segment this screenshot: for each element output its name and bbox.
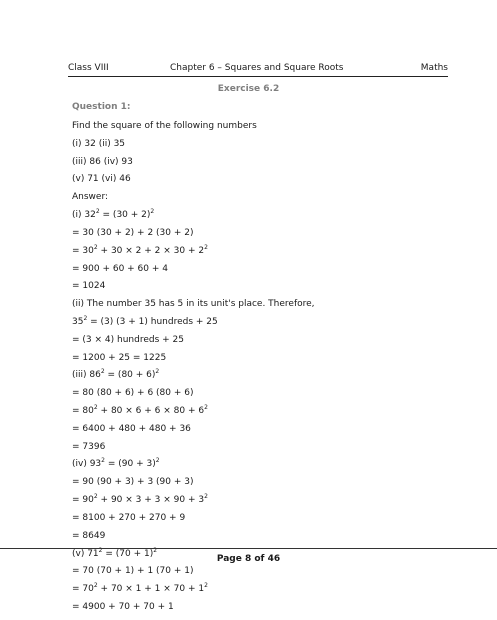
exponent: 2 [204, 582, 208, 590]
line-text: = 90 [72, 495, 94, 506]
text-line [72, 353, 315, 371]
line-text: = 4900 + 70 + 70 + 1 [72, 601, 174, 612]
text-line [72, 314, 315, 335]
line-text: (iii) 86 (iv) 93 [72, 156, 133, 167]
exponent: 2 [101, 457, 105, 465]
line-text: (v) 71 (vi) 46 [72, 174, 131, 185]
exponent: 2 [100, 368, 105, 376]
text-line [72, 210, 315, 228]
line-text: = 70 [72, 584, 94, 595]
header-class: Class VIII [68, 63, 109, 73]
line-text: + 90 × 3 + 3 × 90 + 3 [97, 495, 205, 506]
answer-lines [72, 121, 315, 620]
header-chapter: Chapter 6 – Squares and Square Roots [170, 63, 344, 73]
line-text: (i) 32 [72, 210, 96, 221]
line-text: = (3 × 4) hundreds + 25 [72, 334, 184, 345]
text-line [72, 299, 315, 317]
header-subject: Maths [420, 63, 448, 73]
exponent: 2 [93, 243, 98, 251]
text-line [72, 370, 315, 388]
text-line [72, 243, 315, 264]
line-text: Find the square of the following numbers [72, 121, 257, 131]
line-text: = 90 (90 + 3) + 3 (90 + 3) [72, 477, 194, 488]
line-text: + 70 × 1 + 1 × 70 + 1 [97, 584, 205, 595]
line-text: 35 [72, 316, 84, 327]
line-text: (iv) 93 [72, 459, 102, 470]
text-line [72, 228, 315, 246]
exponent: 2 [204, 404, 208, 411]
footer-divider [0, 548, 497, 549]
line-text: (i) 32 (ii) 35 [72, 138, 126, 149]
line-text: = 30 [72, 245, 94, 256]
line-text: = 1200 + 25 = 1225 [72, 352, 167, 363]
text-line [72, 335, 315, 353]
text-line [72, 584, 315, 602]
page-number: Page 8 of 46 [216, 554, 281, 564]
line-text: + 80 × 6 + 6 × 80 + 6 [97, 406, 205, 416]
line-text: (v) 71 [72, 548, 99, 559]
exponent: 2 [93, 582, 98, 590]
line-text: = (90 + 3) [105, 459, 156, 470]
text-line [72, 281, 315, 299]
exponent: 2 [98, 546, 103, 554]
line-text: (ii) The number 35 has 5 in its unit's place. Therefore, [72, 299, 315, 310]
exponent: 2 [93, 493, 98, 501]
line-text: = 30 (30 + 2) + 2 (30 + 2) [72, 227, 194, 238]
text-line [72, 602, 315, 620]
exponent: 2 [204, 493, 208, 501]
line-text: = 900 + 60 + 60 + 4 [72, 263, 168, 274]
text-line [72, 477, 315, 495]
line-text: = 80 (80 + 6) + 6 (80 + 6) [72, 388, 194, 399]
line-text: = (80 + 6) [104, 370, 156, 381]
line-text: = (70 + 1) [102, 548, 154, 559]
exponent: 2 [95, 208, 100, 216]
line-text: = (30 + 2) [99, 210, 151, 221]
exponent: 2 [93, 404, 98, 411]
text-line [72, 388, 315, 406]
exponent: 2 [155, 368, 160, 376]
line-text: Answer: [72, 192, 109, 203]
exercise-title: Exercise 6.2 [217, 84, 280, 94]
text-line [72, 139, 315, 157]
exponent: 2 [204, 243, 208, 251]
text-line [72, 566, 315, 584]
text-line [72, 531, 315, 549]
text-line [72, 495, 315, 513]
line-text: = (3) (3 + 1) hundreds + 25 [87, 316, 218, 327]
line-text: = 8649 [72, 530, 106, 541]
line-text: = 70 (70 + 1) + 1 (70 + 1) [72, 566, 194, 577]
exponent: 2 [150, 208, 155, 216]
text-line [72, 157, 315, 175]
text-line [72, 121, 315, 139]
exponent: 2 [153, 546, 158, 554]
line-text: + 30 × 2 + 2 × 30 + 2 [97, 245, 205, 256]
line-text: = 6400 + 480 + 480 + 36 [72, 423, 191, 434]
line-text: = 80 [72, 406, 94, 416]
text-line [72, 192, 315, 210]
text-line [72, 513, 315, 531]
text-line [72, 442, 315, 460]
text-line [72, 174, 315, 192]
line-text: = 8100 + 270 + 270 + 9 [72, 512, 186, 523]
exponent: 2 [155, 457, 160, 465]
question-title: Question 1: [72, 102, 131, 112]
line-text: = 1024 [72, 281, 106, 292]
text-line [72, 406, 315, 424]
page-header [68, 63, 448, 77]
line-text: (iii) 86 [72, 370, 101, 381]
text-line [72, 264, 315, 282]
text-line [72, 459, 315, 477]
line-text: = 7396 [72, 441, 106, 452]
exponent: 2 [83, 314, 88, 322]
text-line [72, 424, 315, 442]
